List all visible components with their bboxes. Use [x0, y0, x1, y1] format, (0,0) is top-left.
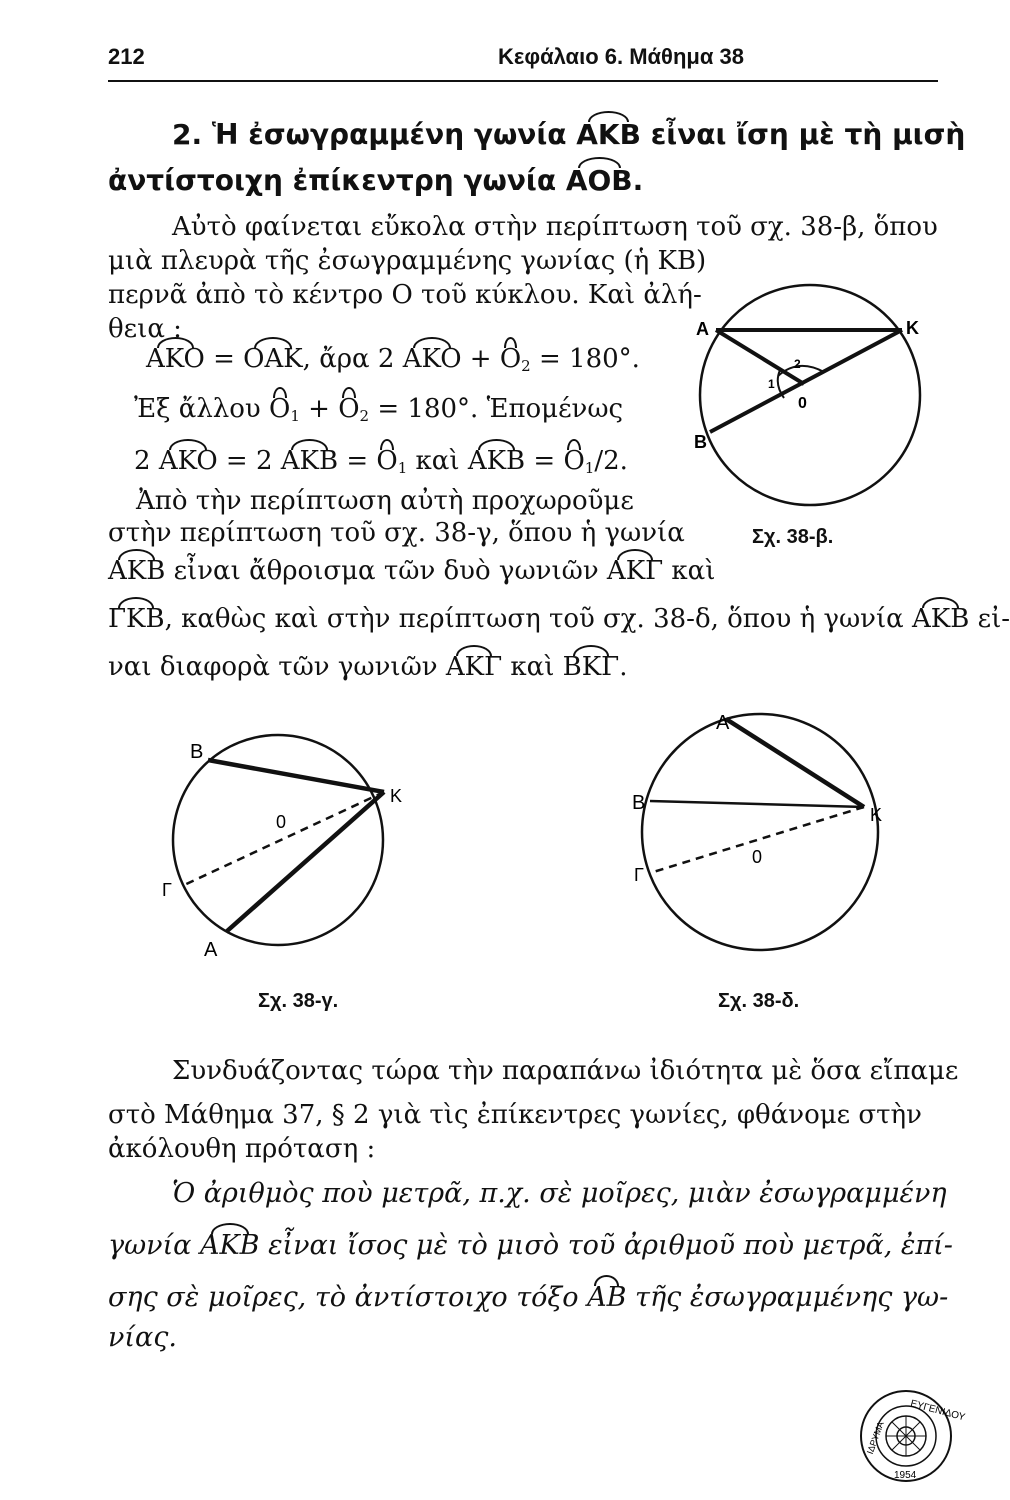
page-number: 212 [108, 44, 145, 69]
body-line: Αὐτὸ φαίνεται εὔκολα στὴν περίπτωση τοῦ σχ. 38-β, ὅπου [172, 212, 938, 242]
label-b: B [190, 741, 204, 763]
body-line: θεια : [108, 314, 182, 344]
chord-bk [650, 801, 864, 807]
conclusion-line: στὸ Μάθημα 37, § 2 γιὰ τὶς ἐπίκεντρες γωνίες, φθάνομε στὴν [108, 1100, 922, 1130]
label-o: 0 [276, 812, 287, 832]
label-a: A [696, 319, 709, 339]
theorem-line: νίας. [108, 1322, 177, 1353]
header-rule [108, 80, 938, 82]
running-title: Κεφάλαιο 6. Μάθημα 38 [498, 44, 744, 69]
section-title-line-2: ἀντίστοιχη ἐπίκεντρη γωνία AOB. [108, 164, 644, 197]
body-line: μιὰ πλευρὰ τῆς ἐσωγραμμένης γωνίας (ἡ KB) [108, 246, 707, 276]
caption-38-b: Σχ. 38-β. [752, 526, 834, 548]
label-o: 0 [752, 847, 763, 867]
diameter-kg [182, 792, 384, 886]
section-title-line-1: 2. Ἡ ἐσωγραμμένη γωνία AKB εἶναι ἴση μὲ τὴ μισὴ [172, 118, 966, 151]
theorem-line: γωνία AKB εἶναι ἴσος μὲ τὸ μισὸ τοῦ ἀριθμοῦ ποὺ μετρᾶ, ἐπί- [108, 1230, 953, 1261]
body-line: περνᾶ ἀπὸ τὸ κέντρο O τοῦ κύκλου. Καὶ ἀλή- [108, 280, 702, 310]
circle [642, 714, 878, 950]
label-a: A [204, 939, 218, 961]
conclusion-line: Συνδυάζοντας τώρα τὴν παραπάνω ἰδιότητα μὲ ὅσα εἴπαμε [172, 1056, 959, 1086]
segment-ao [716, 330, 804, 384]
body-line: ΓKB, καθὼς καὶ στὴν περίπτωση τοῦ σχ. 38-δ, ὅπου ἡ γωνία AKB εἰ- [108, 604, 1010, 634]
body-line: στὴν περίπτωση τοῦ σχ. 38-γ, ὅπου ἡ γωνία [108, 518, 685, 548]
body-line: AKB εἶναι ἄθροισμα τῶν δυὸ γωνιῶν AKΓ καὶ [108, 556, 716, 586]
caption-38-d: Σχ. 38-δ. [718, 990, 800, 1012]
foundation-seal-logo [858, 1388, 967, 1484]
theorem-line: σης σὲ μοῖρες, τὸ ἀντίστοιχο τόξο AB τῆς ἐσωγραμμένης γω- [108, 1282, 949, 1313]
circle [700, 285, 920, 505]
figure-38-g [150, 720, 420, 970]
svg-text:1954: 1954 [894, 1470, 917, 1481]
label-a: A [716, 712, 730, 734]
label-b: B [632, 792, 646, 814]
equation-3: 2 AKO = 2 AKB = $O_1$ καὶ AKB = $O_1/2$. [134, 446, 628, 477]
angle-aob: AOB [565, 164, 633, 197]
figure-38-b [680, 280, 940, 520]
equation-1: AKO = OAK, ἄρα 2 AKO + $O_2 = 180^\circ$. [146, 344, 640, 375]
label-o: 0 [798, 395, 807, 412]
label-b: B [694, 432, 707, 452]
label-2: 2 [794, 357, 801, 371]
theorem-line: Ὁ ἀριθμὸς ποὺ μετρᾶ, π.χ. σὲ μοῖρες, μιὰν ἐσωγραμμένη [172, 1178, 947, 1209]
chord-ak [726, 719, 864, 807]
figure-38-d [620, 705, 900, 985]
label-k: K [906, 318, 919, 338]
chord-bk [208, 760, 384, 792]
svg-text:ΕΥΓΕΝΙΔΟΥ: ΕΥΓΕΝΙΔΟΥ [909, 1398, 967, 1424]
caption-38-g: Σχ. 38-γ. [258, 990, 339, 1012]
body-line: ναι διαφορὰ τῶν γωνιῶν AKΓ καὶ BKΓ. [108, 652, 628, 682]
label-k: K [870, 805, 883, 825]
label-g: Γ [162, 880, 172, 900]
label-g: Γ [634, 865, 644, 885]
conclusion-line: ἀκόλουθη πρόταση : [108, 1134, 376, 1164]
equation-2: Ἐξ ἄλλου $O_1 + O_2 = 180^\circ$. Ἑπομένως [134, 394, 624, 425]
label-k: K [390, 786, 403, 806]
body-line: Ἀπὸ τὴν περίπτωση αὐτὴ προχωροῦμε [136, 486, 634, 516]
angle-akb: AKB [576, 118, 641, 151]
label-1: 1 [768, 377, 775, 391]
svg-text:ΙΔΡΥΜΑ: ΙΔΡΥΜΑ [864, 1420, 886, 1456]
chord-ka [226, 792, 384, 932]
